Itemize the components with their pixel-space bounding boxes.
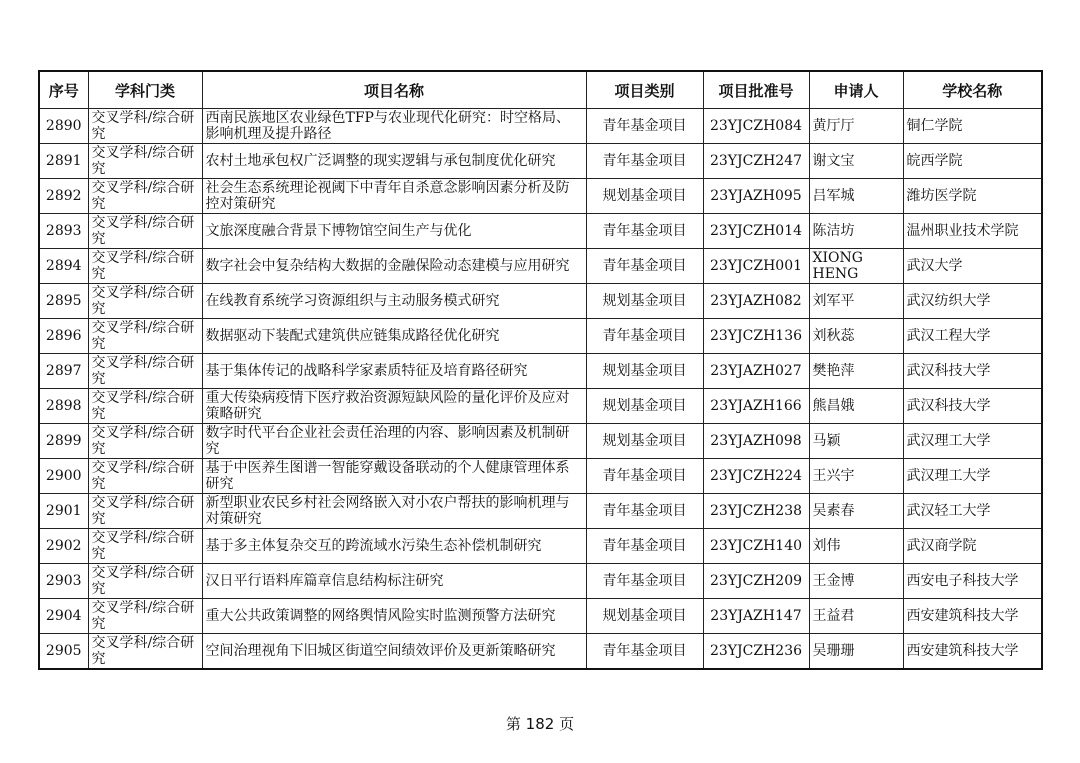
header-approval-no: 项目批准号 [703, 71, 809, 109]
header-school-name: 学校名称 [903, 71, 1042, 109]
applicant-cell: 王金博 [809, 564, 903, 599]
project-title-cell [202, 599, 586, 634]
discipline-cell-text: 交叉学科/综合研究 [91, 635, 195, 667]
applicant-cell: XIONG HENG [809, 249, 903, 284]
discipline-cell-text: 交叉学科/综合研究 [91, 355, 195, 387]
discipline-cell-text: 交叉学科/综合研究 [91, 110, 195, 142]
approval-no-cell: 23YJCZH209 [703, 564, 809, 599]
serial-no-cell: 2894 [39, 249, 88, 284]
discipline-cell-text: 交叉学科/综合研究 [91, 390, 195, 422]
discipline-cell [88, 249, 202, 284]
discipline-cell [88, 214, 202, 249]
project-title-cell [202, 214, 586, 249]
discipline-cell [88, 494, 202, 529]
project-category-cell: 规划基金项目 [586, 389, 703, 424]
applicant-cell: 王益君 [809, 599, 903, 634]
project-category-cell: 青年基金项目 [586, 144, 703, 179]
table-row [39, 634, 1042, 670]
applicant-cell: 王兴宇 [809, 459, 903, 494]
project-category-cell: 规划基金项目 [586, 284, 703, 319]
applicant-cell: 刘军平 [809, 284, 903, 319]
approval-no-cell: 23YJCZH084 [703, 109, 809, 144]
discipline-cell [88, 179, 202, 214]
approval-no-cell: 23YJCZH224 [703, 459, 809, 494]
school-name-cell: 武汉理工大学 [903, 424, 1042, 459]
project-title-cell-text: 新型职业农民乡村社会网络嵌入对小农户帮扶的影响机理与对策研究 [205, 495, 570, 527]
discipline-cell [88, 109, 202, 144]
table-row [39, 284, 1042, 319]
serial-no-cell: 2892 [39, 179, 88, 214]
header-project-title: 项目名称 [202, 71, 586, 109]
serial-no-cell: 2901 [39, 494, 88, 529]
header-discipline: 学科门类 [88, 71, 202, 109]
school-name-cell: 武汉科技大学 [903, 389, 1042, 424]
project-list-table [38, 70, 1043, 670]
school-name-cell: 西安建筑科技大学 [903, 599, 1042, 634]
project-category-cell: 青年基金项目 [586, 564, 703, 599]
serial-no-cell: 2902 [39, 529, 88, 564]
project-category-cell: 青年基金项目 [586, 459, 703, 494]
header-applicant: 申请人 [809, 71, 903, 109]
project-title-cell [202, 179, 586, 214]
project-title-cell-text: 基于集体传记的战略科学家素质特征及培育路径研究 [205, 363, 528, 379]
serial-no-cell: 2896 [39, 319, 88, 354]
table-row [39, 109, 1042, 144]
applicant-cell: 吴珊珊 [809, 634, 903, 670]
approval-no-cell: 23YJCZH140 [703, 529, 809, 564]
header-project-category: 项目类别 [586, 71, 703, 109]
project-title-cell-text: 数据驱动下装配式建筑供应链集成路径优化研究 [205, 328, 500, 344]
table-header-row [39, 71, 1042, 109]
approval-no-cell: 23YJAZH166 [703, 389, 809, 424]
school-name-cell: 武汉科技大学 [903, 354, 1042, 389]
discipline-cell-text: 交叉学科/综合研究 [91, 600, 195, 632]
table-row [39, 564, 1042, 599]
project-category-cell: 规划基金项目 [586, 179, 703, 214]
project-title-cell [202, 564, 586, 599]
approval-no-cell: 23YJCZH247 [703, 144, 809, 179]
school-name-cell: 潍坊医学院 [903, 179, 1042, 214]
table-body [39, 109, 1042, 670]
discipline-cell [88, 634, 202, 670]
project-category-cell: 青年基金项目 [586, 494, 703, 529]
project-list-table-container [38, 70, 1041, 670]
project-title-cell-text: 重大传染病疫情下医疗救治资源短缺风险的量化评价及应对策略研究 [205, 390, 570, 422]
school-name-cell: 铜仁学院 [903, 109, 1042, 144]
serial-no-cell: 2899 [39, 424, 88, 459]
discipline-cell [88, 529, 202, 564]
discipline-cell [88, 354, 202, 389]
approval-no-cell: 23YJCZH136 [703, 319, 809, 354]
project-title-cell-text: 基于多主体复杂交互的跨流域水污染生态补偿机制研究 [205, 538, 542, 554]
table-row [39, 249, 1042, 284]
discipline-cell-text: 交叉学科/综合研究 [91, 530, 195, 562]
discipline-cell-text: 交叉学科/综合研究 [91, 180, 195, 212]
approval-no-cell: 23YJAZH082 [703, 284, 809, 319]
project-title-cell [202, 389, 586, 424]
project-title-cell [202, 319, 586, 354]
approval-no-cell: 23YJAZH098 [703, 424, 809, 459]
school-name-cell: 温州职业技术学院 [903, 214, 1042, 249]
project-title-cell-text: 农村土地承包权广泛调整的现实逻辑与承包制度优化研究 [205, 153, 556, 169]
discipline-cell [88, 599, 202, 634]
discipline-cell-text: 交叉学科/综合研究 [91, 250, 195, 282]
project-title-cell-text: 空间治理视角下旧城区街道空间绩效评价及更新策略研究 [205, 643, 556, 659]
applicant-cell: 吴素春 [809, 494, 903, 529]
project-title-cell [202, 354, 586, 389]
school-name-cell: 武汉工程大学 [903, 319, 1042, 354]
school-name-cell: 武汉大学 [903, 249, 1042, 284]
table-row [39, 599, 1042, 634]
discipline-cell-text: 交叉学科/综合研究 [91, 495, 195, 527]
project-title-cell-text: 在线教育系统学习资源组织与主动服务模式研究 [205, 293, 500, 309]
table-row [39, 354, 1042, 389]
project-category-cell: 青年基金项目 [586, 634, 703, 670]
applicant-cell: 黄厅厅 [809, 109, 903, 144]
discipline-cell-text: 交叉学科/综合研究 [91, 145, 195, 177]
applicant-cell: 谢文宝 [809, 144, 903, 179]
discipline-cell-text: 交叉学科/综合研究 [91, 285, 195, 317]
project-category-cell: 规划基金项目 [586, 424, 703, 459]
project-title-cell-text: 基于中医养生图谱一智能穿戴设备联动的个人健康管理体系研究 [205, 460, 570, 492]
serial-no-cell: 2895 [39, 284, 88, 319]
serial-no-cell: 2900 [39, 459, 88, 494]
serial-no-cell: 2903 [39, 564, 88, 599]
discipline-cell [88, 144, 202, 179]
school-name-cell: 武汉轻工大学 [903, 494, 1042, 529]
serial-no-cell: 2893 [39, 214, 88, 249]
applicant-cell: 熊昌娥 [809, 389, 903, 424]
serial-no-cell: 2898 [39, 389, 88, 424]
table-row [39, 459, 1042, 494]
discipline-cell-text: 交叉学科/综合研究 [91, 565, 195, 597]
header-serial-no: 序号 [39, 71, 88, 109]
table-row [39, 179, 1042, 214]
project-category-cell: 青年基金项目 [586, 109, 703, 144]
school-name-cell: 皖西学院 [903, 144, 1042, 179]
project-category-cell: 青年基金项目 [586, 319, 703, 354]
table-row [39, 214, 1042, 249]
project-category-cell: 青年基金项目 [586, 249, 703, 284]
serial-no-cell: 2890 [39, 109, 88, 144]
discipline-cell [88, 564, 202, 599]
discipline-cell [88, 459, 202, 494]
table-row [39, 389, 1042, 424]
approval-no-cell: 23YJAZH027 [703, 354, 809, 389]
school-name-cell: 武汉理工大学 [903, 459, 1042, 494]
table-row [39, 424, 1042, 459]
project-title-cell [202, 109, 586, 144]
project-category-cell: 规划基金项目 [586, 354, 703, 389]
school-name-cell: 西安建筑科技大学 [903, 634, 1042, 670]
project-title-cell [202, 144, 586, 179]
approval-no-cell: 23YJCZH001 [703, 249, 809, 284]
project-title-cell-text: 汉日平行语料库篇章信息结构标注研究 [205, 573, 444, 589]
project-title-cell-text: 数字社会中复杂结构大数据的金融保险动态建模与应用研究 [205, 258, 570, 274]
project-category-cell: 青年基金项目 [586, 529, 703, 564]
table-row [39, 494, 1042, 529]
serial-no-cell: 2891 [39, 144, 88, 179]
project-category-cell: 规划基金项目 [586, 599, 703, 634]
serial-no-cell: 2905 [39, 634, 88, 670]
project-category-cell: 青年基金项目 [586, 214, 703, 249]
project-title-cell [202, 529, 586, 564]
project-title-cell [202, 249, 586, 284]
applicant-cell: 刘秋蕊 [809, 319, 903, 354]
applicant-cell: 陈洁坊 [809, 214, 903, 249]
project-title-cell-text: 文旅深度融合背景下博物馆空间生产与优化 [205, 223, 472, 239]
project-title-cell [202, 494, 586, 529]
project-title-cell-text: 社会生态系统理论视阈下中青年自杀意念影响因素分析及防控对策研究 [205, 180, 570, 212]
approval-no-cell: 23YJAZH095 [703, 179, 809, 214]
serial-no-cell: 2897 [39, 354, 88, 389]
school-name-cell: 武汉纺织大学 [903, 284, 1042, 319]
discipline-cell-text: 交叉学科/综合研究 [91, 320, 195, 352]
discipline-cell [88, 319, 202, 354]
applicant-cell: 刘伟 [809, 529, 903, 564]
project-title-cell-text: 西南民族地区农业绿色TFP与农业现代化研究：时空格局、影响机理及提升路径 [205, 110, 570, 142]
project-title-cell [202, 424, 586, 459]
approval-no-cell: 23YJCZH238 [703, 494, 809, 529]
applicant-cell: 马颖 [809, 424, 903, 459]
discipline-cell-text: 交叉学科/综合研究 [91, 425, 195, 457]
serial-no-cell: 2904 [39, 599, 88, 634]
page-number: 第 182 页 [505, 715, 575, 733]
discipline-cell [88, 389, 202, 424]
discipline-cell [88, 424, 202, 459]
approval-no-cell: 23YJAZH147 [703, 599, 809, 634]
applicant-cell: 吕军城 [809, 179, 903, 214]
table-row [39, 529, 1042, 564]
school-name-cell: 武汉商学院 [903, 529, 1042, 564]
project-title-cell-text: 重大公共政策调整的网络舆情风险实时监测预警方法研究 [205, 608, 556, 624]
approval-no-cell: 23YJCZH236 [703, 634, 809, 670]
table-row [39, 319, 1042, 354]
approval-no-cell: 23YJCZH014 [703, 214, 809, 249]
project-title-cell [202, 284, 586, 319]
table-row [39, 144, 1042, 179]
project-title-cell-text: 数字时代平台企业社会责任治理的内容、影响因素及机制研究 [205, 425, 570, 457]
discipline-cell [88, 284, 202, 319]
discipline-cell-text: 交叉学科/综合研究 [91, 215, 195, 247]
school-name-cell: 西安电子科技大学 [903, 564, 1042, 599]
discipline-cell-text: 交叉学科/综合研究 [91, 460, 195, 492]
project-title-cell [202, 634, 586, 670]
project-title-cell [202, 459, 586, 494]
applicant-cell: 樊艳萍 [809, 354, 903, 389]
